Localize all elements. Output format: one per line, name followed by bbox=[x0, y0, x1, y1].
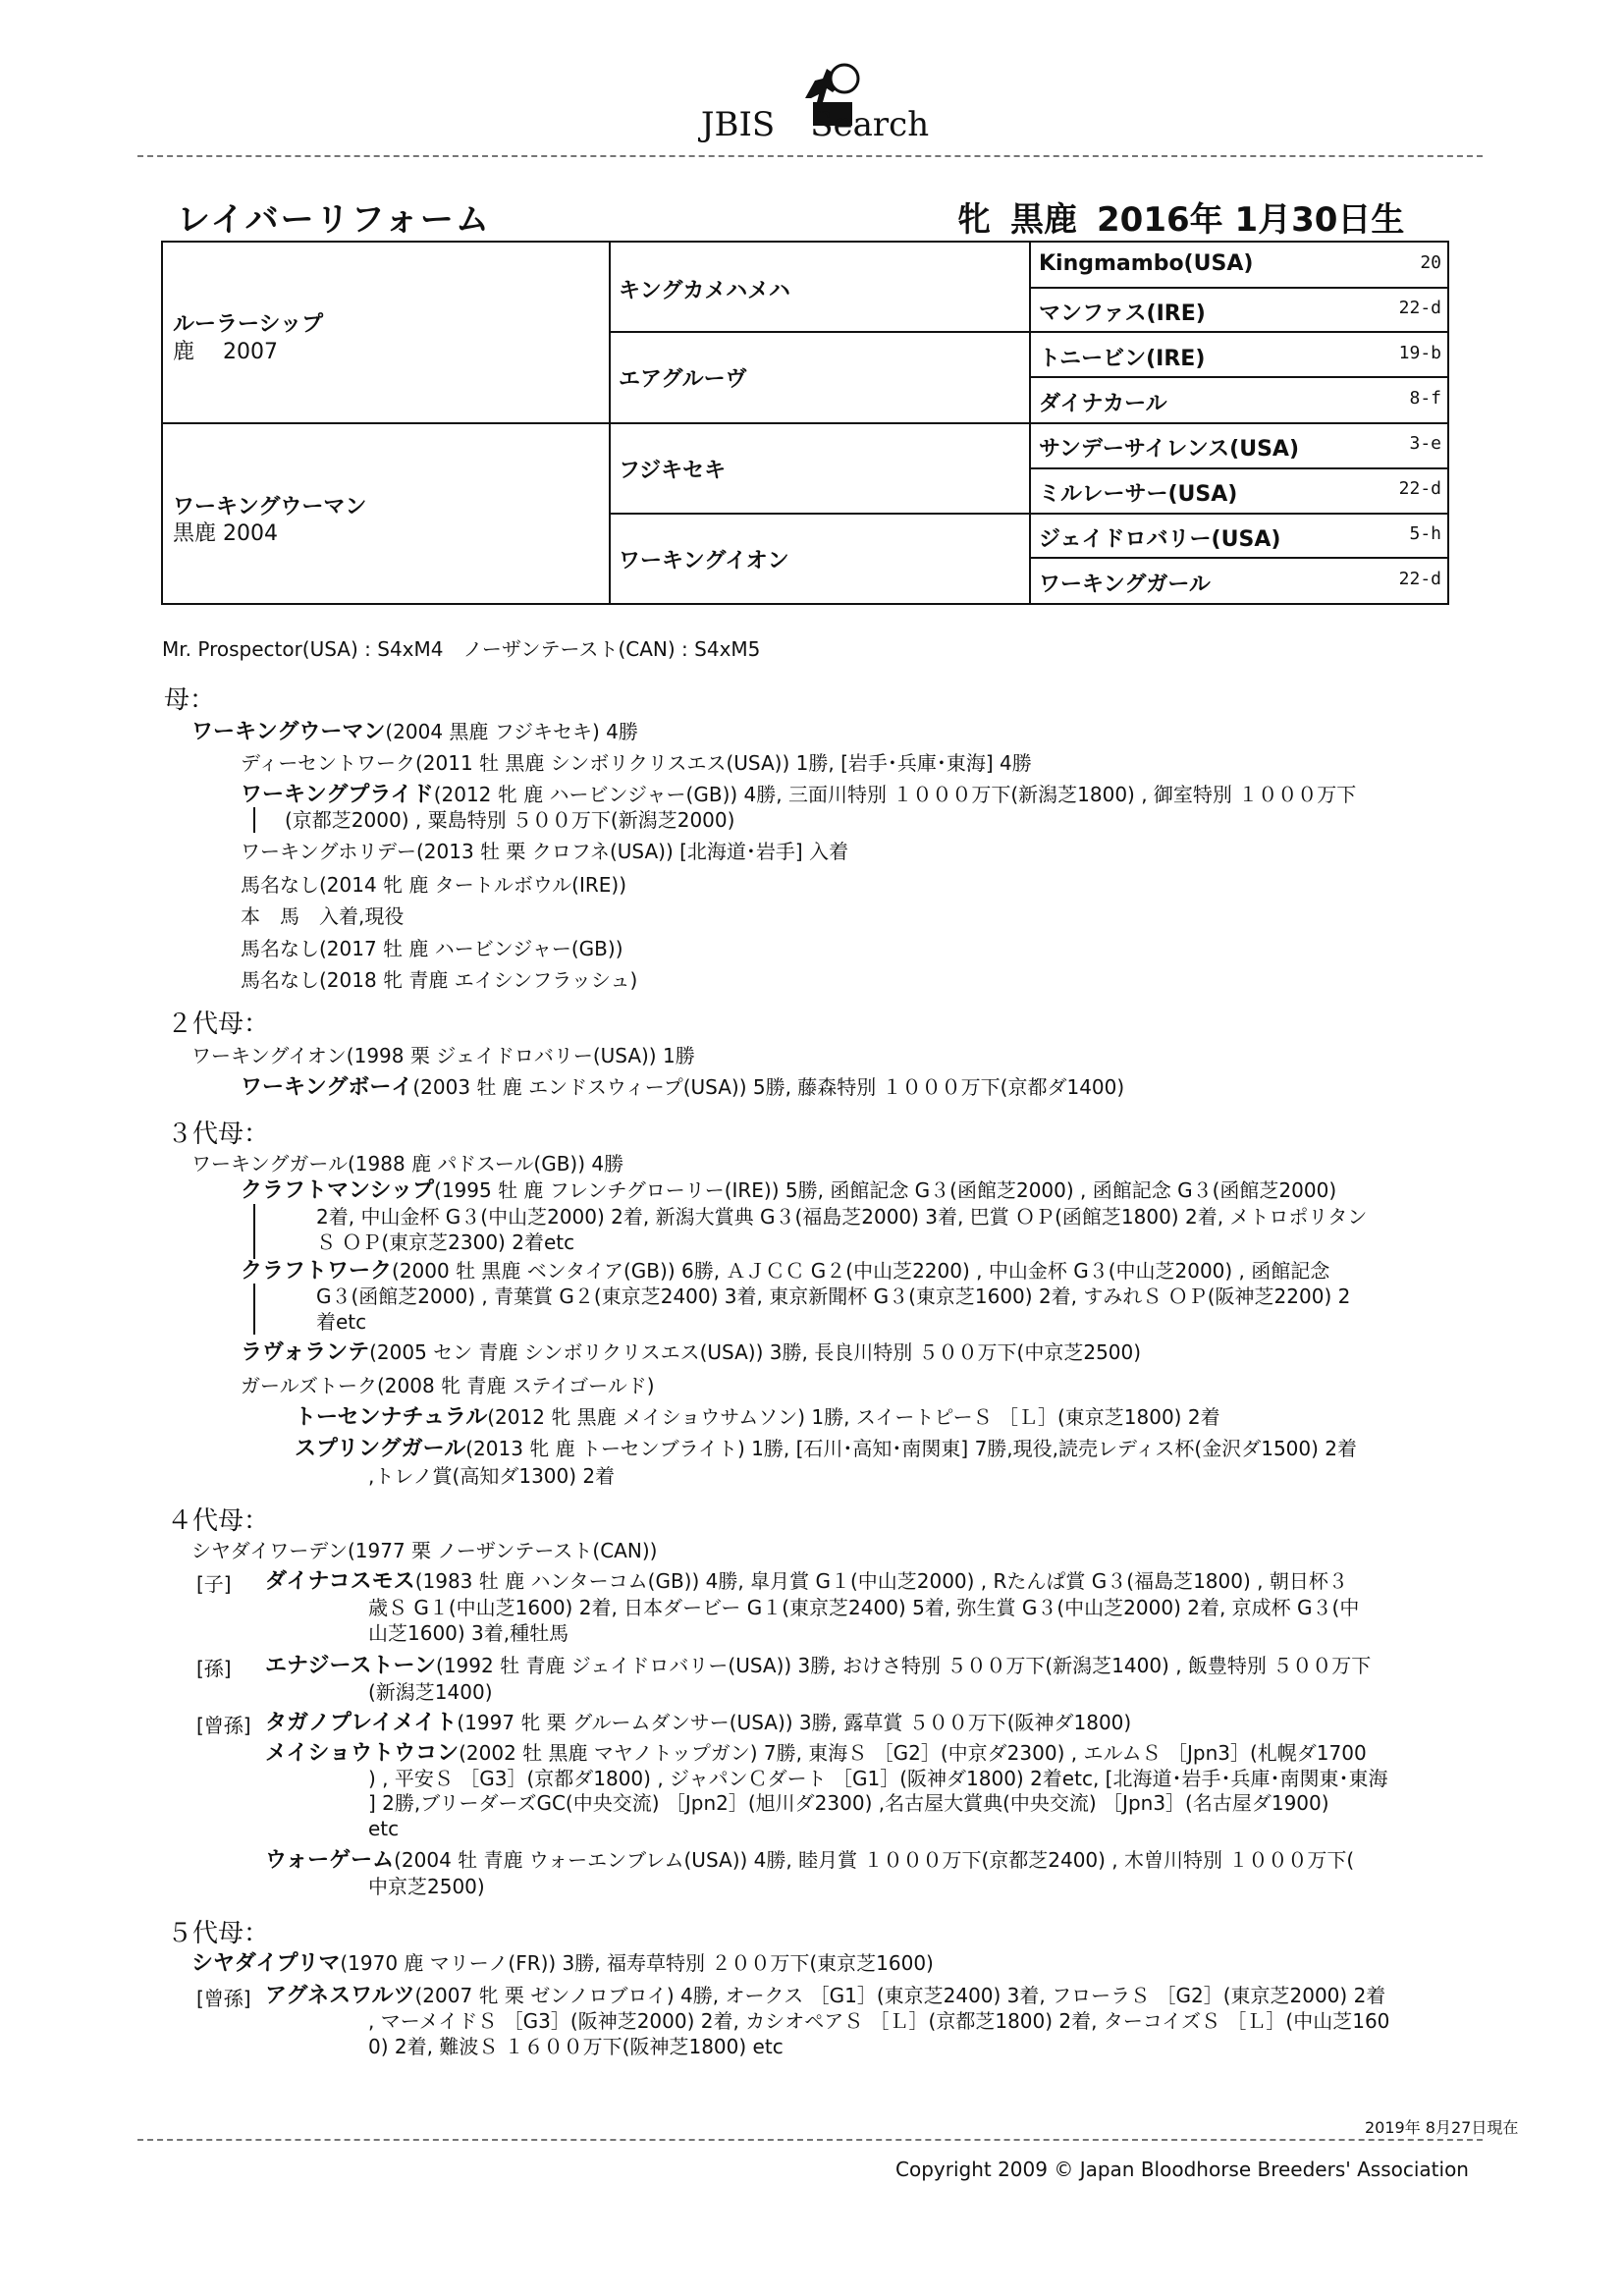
gen3-3: トニービン(IRE) bbox=[1039, 347, 1206, 371]
gen2-4: ワーキングイオン bbox=[619, 549, 789, 574]
line-l23: ウォーゲーム(2004 牡 青鹿 ウォーエンブレム(USA)) 4勝, 睦月賞 １０００万下(京都芝2400) , 木曽川特別 １０００万下( bbox=[265, 1848, 1355, 1873]
line-l13: クラフトワーク(2000 牡 黒鹿 ベンタイア(GB)) 6勝, ＡＪＣＣ G２(中山芝2200) , 中山金杯 G３(中山芝2000) , 函館記念 bbox=[241, 1259, 1330, 1284]
gen3-5-code: 3-e bbox=[1409, 433, 1441, 454]
line-l13c: G３(函館芝2000) , 青葉賞 G２(東京芝2400) 3着, 東京新聞杯 G３(東京芝1600) 2着, すみれＳ ＯＰ(阪神芝2200) 2 bbox=[316, 1285, 1351, 1308]
line-l25d: 0) 2着, 難波Ｓ １６００万下(阪神芝1800) etc bbox=[368, 2035, 784, 2058]
inbreeding-note: Mr. Prospector(USA) : S4xM4 ノーザンテースト(CAN) : S4xM5 bbox=[162, 637, 761, 661]
line-l22: メイショウトウコン(2002 牡 黒鹿 マヤノトップガン) 7勝, 東海Ｓ ［G2］(中京ダ2300) , エルムＳ ［Jpn3］(札幌ダ1700 bbox=[265, 1741, 1367, 1766]
line-l15: ガールズトーク(2008 牝 青鹿 ステイゴールド) bbox=[241, 1374, 655, 1397]
section-dam4: ４代母： bbox=[167, 1506, 270, 1536]
line-l16: トーセンナチュラル(2012 牝 黒鹿 メイショウサムソン) 1勝, スイートピーＳ ［Ｌ］(東京芝1800) 2着 bbox=[295, 1405, 1220, 1430]
marker-great-grandchild: [曾孫] bbox=[196, 1714, 251, 1737]
section-dam3: ３代母： bbox=[167, 1120, 270, 1149]
gen3-2-code: 22-d bbox=[1398, 298, 1441, 318]
gen3-1-code: 20 bbox=[1420, 252, 1441, 273]
line-l22d: ] 2勝,ブリーダーズGC(中央交流) ［Jpn2］(旭川ダ2300) ,名古屋大賞典(中央交流) ［Jpn3］(名古屋ダ1900) bbox=[368, 1791, 1329, 1815]
gen2-2: エアグルーヴ bbox=[619, 367, 747, 392]
sire-name: ルーラーシップ bbox=[173, 312, 324, 337]
line-l02: ディーセントワーク(2011 牡 黒鹿 シンボリクリスエス(USA)) 1勝, [岩手･兵庫･東海] 4勝 bbox=[241, 751, 1032, 775]
header-divider bbox=[137, 155, 1483, 157]
line-l12d: Ｓ ＯＰ(東京芝2300) 2着etc bbox=[316, 1230, 575, 1254]
section-dam5: ５代母： bbox=[167, 1919, 270, 1948]
line-l17: スプリングガール(2013 牝 鹿 トーセンブライト) 1勝, [石川･高知･南関東] 7勝,現役,読売レディス杯(金沢ダ1500) 2着 bbox=[295, 1437, 1358, 1461]
section-dam2: ２代母： bbox=[167, 1010, 270, 1039]
line-l12: クラフトマンシップ(1995 牡 鹿 フレンチグローリー(IRE)) 5勝, 函館記念 G３(函館芝2000) , 函館記念 G３(函館芝2000) bbox=[241, 1178, 1337, 1203]
line-l11: ワーキングガール(1988 鹿 パドスール(GB)) 4勝 bbox=[191, 1152, 624, 1175]
line-l10: ワーキングボーイ(2003 牡 鹿 エンドスウィープ(USA)) 5勝, 藤森特別 １０００万下(京都ダ1400) bbox=[241, 1075, 1125, 1100]
line-l19d: 山芝1600) 3着,種牡馬 bbox=[368, 1621, 569, 1645]
section-dam1: 母： bbox=[164, 685, 216, 715]
gen3-5: サンデーサイレンス(USA) bbox=[1039, 437, 1299, 462]
line-l21: タガノプレイメイト(1997 牝 栗 グルームダンサー(USA)) 3勝, 露草賞 ５００万下(阪神ダ1800) bbox=[265, 1711, 1132, 1735]
pedigree-table bbox=[161, 241, 1449, 605]
marker-grandchild: [孫] bbox=[196, 1657, 232, 1680]
footer-divider bbox=[137, 2139, 1483, 2141]
gen3-6: ミルレーサー(USA) bbox=[1039, 482, 1238, 507]
copyright: Copyright 2009 © Japan Bloodhorse Breeders' Association bbox=[895, 2158, 1469, 2181]
line-l20c: (新潟芝1400) bbox=[368, 1680, 493, 1704]
sire-detail: 鹿 2007 bbox=[173, 340, 278, 364]
horse-info bbox=[957, 192, 1404, 241]
gen3-8: ワーキングガール bbox=[1039, 573, 1211, 597]
marker-great-grandchild: [曾孫] bbox=[196, 1987, 251, 2010]
line-l22e: etc bbox=[368, 1817, 400, 1840]
marker-child: [子] bbox=[196, 1572, 232, 1596]
line-l18: シヤダイワーデン(1977 栗 ノーザンテースト(CAN)) bbox=[191, 1539, 658, 1562]
line-l14: ラヴォランテ(2005 セン 青鹿 シンボリクリスエス(USA)) 3勝, 長良川特別 ５００万下(中京芝2500) bbox=[241, 1340, 1142, 1365]
gen3-7-code: 5-h bbox=[1409, 523, 1441, 544]
line-l08: 馬名なし(2018 牝 青鹿 エイシンフラッシュ) bbox=[241, 968, 638, 992]
line-l19: ダイナコスモス(1983 牡 鹿 ハンターコム(GB)) 4勝, 皐月賞 G１(中山芝2000) , Rたんぱ賞 G３(福島芝1800) , 朝日杯３ bbox=[265, 1569, 1348, 1594]
dam-detail: 黒鹿 2004 bbox=[173, 521, 278, 546]
line-l03c: (京都芝2000) , 粟島特別 ５００万下(新潟芝2000) bbox=[285, 808, 735, 832]
logo-jbis: JBIS bbox=[700, 105, 776, 144]
as-of-date: 2019年 8月27日現在 bbox=[1365, 2118, 1519, 2137]
line-l24: シヤダイプリマ(1970 鹿 マリーノ(FR)) 3勝, 福寿草特別 ２００万下(東京芝1600) bbox=[191, 1951, 934, 1976]
gen3-6-code: 22-d bbox=[1398, 478, 1441, 499]
line-l03: ワーキングプライド(2012 牝 鹿 ハービンジャー(GB)) 4勝, 三面川特別 １０００万下(新潟芝1800) , 御室特別 １０００万下 bbox=[241, 783, 1357, 807]
line-l09: ワーキングイオン(1998 栗 ジェイドロバリー(USA)) 1勝 bbox=[191, 1044, 695, 1067]
line-l25: アグネスワルツ(2007 牝 栗 ゼンノロブロイ) 4勝, オークス ［G1］(東京芝2400) 3着, フローラＳ ［G2］(東京芝2000) 2着 bbox=[265, 1984, 1386, 2008]
line-l06: 本 馬 入着,現役 bbox=[241, 904, 405, 928]
gen3-3-code: 19-b bbox=[1398, 343, 1441, 363]
horse-birth: 2016年 1月30日生 bbox=[1097, 200, 1405, 240]
horse-color: 黒鹿 bbox=[1010, 200, 1077, 240]
line-l01: ワーキングウーマン(2004 黒鹿 フジキセキ) 4勝 bbox=[191, 720, 638, 744]
gen2-3: フジキセキ bbox=[619, 459, 727, 483]
sibling-bar bbox=[253, 807, 255, 833]
line-l05: 馬名なし(2014 牝 鹿 タートルボウル(IRE)) bbox=[241, 873, 627, 897]
line-l22c: ) , 平安Ｓ ［G3］(京都ダ1800) , ジャパンＣダート ［G1］(阪神ダ1800) 2着etc, [北海道･岩手･兵庫･南関東･東海 bbox=[368, 1767, 1388, 1790]
gen3-8-code: 22-d bbox=[1398, 569, 1441, 589]
line-l12c: 2着, 中山金杯 G３(中山芝2000) 2着, 新潟大賞典 G３(福島芝2000) 3着, 巴賞 ＯＰ(函館芝1800) 2着, メトロポリタン bbox=[316, 1205, 1368, 1229]
line-l07: 馬名なし(2017 牡 鹿 ハービンジャー(GB)) bbox=[241, 937, 623, 960]
gen2-1: キングカメハメハ bbox=[619, 279, 790, 303]
sibling-bar bbox=[253, 1204, 255, 1259]
line-l25c: , マーメイドＳ ［G3］(阪神芝2000) 2着, カシオペアＳ ［Ｌ］(京都芝1800) 2着, ターコイズＳ ［Ｌ］(中山芝160 bbox=[368, 2009, 1390, 2033]
horse-name: レイバーリフォーム bbox=[177, 200, 491, 240]
logo-search: Search bbox=[810, 105, 930, 144]
dam-name: ワーキングウーマン bbox=[173, 495, 367, 519]
jbis-search-logo bbox=[687, 59, 943, 152]
sibling-bar bbox=[253, 1284, 255, 1335]
horse-sex: 牝 bbox=[957, 200, 991, 240]
gen3-7: ジェイドロバリー(USA) bbox=[1039, 527, 1281, 552]
gen3-4-code: 8-f bbox=[1409, 388, 1441, 409]
gen3-1: Kingmambo(USA) bbox=[1039, 251, 1254, 276]
line-l04: ワーキングホリデー(2013 牡 栗 クロフネ(USA)) [北海道･岩手] 入着 bbox=[241, 840, 849, 863]
line-l23c: 中京芝2500) bbox=[368, 1875, 485, 1898]
line-l20: エナジーストーン(1992 牡 青鹿 ジェイドロバリー(USA)) 3勝, おけさ特別 ５００万下(新潟芝1400) , 飯豊特別 ５００万下 bbox=[265, 1654, 1372, 1678]
gen3-4: ダイナカール bbox=[1039, 392, 1167, 416]
line-l13d: 着etc bbox=[316, 1310, 367, 1334]
line-l19c: 歳Ｓ G１(中山芝1600) 2着, 日本ダービー G１(東京芝2400) 5着, 弥生賞 G３(中山芝2000) 2着, 京成杯 G３(中 bbox=[368, 1596, 1360, 1619]
line-l17c: ,トレノ賞(高知ダ1300) 2着 bbox=[368, 1464, 616, 1488]
gen3-2: マンファス(IRE) bbox=[1039, 301, 1206, 326]
